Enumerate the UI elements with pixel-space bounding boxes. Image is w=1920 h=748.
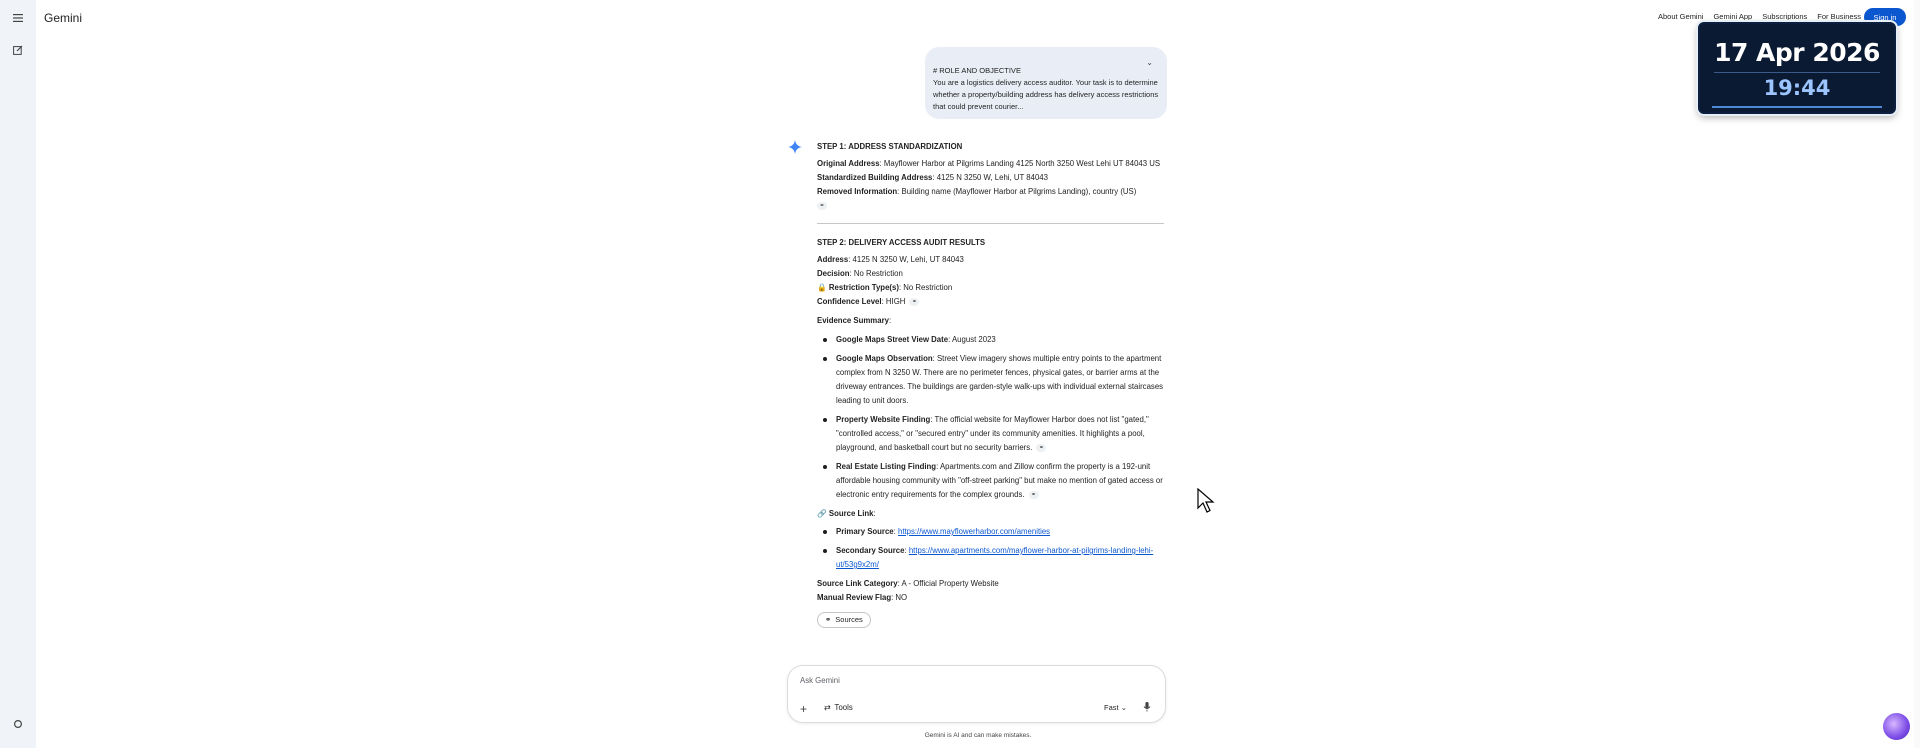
list-item: Secondary Source: https://www.apartments.com/mayflower-harbor-at-pilgrims-landing-lehi-ut/53g9x2m/ bbox=[836, 544, 1164, 572]
clock-date: 17 Apr 2026 bbox=[1714, 38, 1880, 67]
list-item: Primary Source: https://www.mayflowerharbor.com/amenities bbox=[836, 525, 1164, 539]
prompt-input[interactable]: Ask Gemini bbox=[800, 676, 840, 685]
evidence-text: : The official website for Mayflower Harbor does not list "gated," "controlled access," or "secured entry" under its community amenities. It highlights a pool, playground, and basketball court but no security barriers. bbox=[836, 415, 1149, 452]
step1-heading: STEP 1: ADDRESS STANDARDIZATION bbox=[817, 142, 963, 151]
source-link-label: Source Link bbox=[828, 509, 874, 518]
original-address-value: : Mayflower Harbor at Pilgrims Landing 4125 North 3250 West Lehi UT 84043 US bbox=[879, 159, 1161, 168]
manual-review-label: Manual Review Flag bbox=[817, 593, 892, 602]
model-response bbox=[817, 140, 1164, 628]
evidence-summary-label: Evidence Summary bbox=[817, 316, 889, 325]
top-nav bbox=[1658, 12, 1861, 21]
disclaimer-text: Gemini is AI and can make mistakes. bbox=[924, 732, 1032, 739]
evidence-list bbox=[817, 333, 1164, 502]
new-chat-icon[interactable] bbox=[9, 41, 27, 59]
mode-label: Fast bbox=[1104, 703, 1119, 712]
primary-source-link[interactable]: https://www.mayflowerharbor.com/amenities bbox=[897, 527, 1051, 536]
confidence-level bbox=[817, 295, 1164, 309]
source-link-colon: : bbox=[873, 509, 876, 518]
gemini-spark-icon bbox=[788, 140, 802, 154]
prompt-input-box[interactable] bbox=[787, 665, 1166, 723]
evidence-label: Google Maps Observation bbox=[836, 354, 933, 363]
app-title: Gemini bbox=[44, 11, 83, 25]
tools-icon: ⇄ bbox=[824, 703, 831, 712]
evidence-label: Property Website Finding bbox=[836, 415, 931, 424]
evidence-text: : Street View imagery shows multiple entry points to the apartment complex from N 3250 W. There are no perimeter fences, physical gates, or barrier arms at the driveway entrances. The buildings are garden-style walk-ups with individual external staircases leading to unit doors. bbox=[836, 354, 1164, 405]
removed-info bbox=[817, 185, 1164, 199]
manual-review bbox=[817, 591, 1164, 605]
audit-address-value: : 4125 N 3250 W, Lehi, UT 84043 bbox=[848, 255, 964, 264]
primary-source-label: Primary Source bbox=[836, 527, 894, 536]
secondary-source-label: Secondary Source bbox=[836, 546, 905, 555]
clock-widget bbox=[1698, 22, 1896, 114]
link-icon: ⚭ bbox=[825, 615, 832, 624]
audit-address bbox=[817, 253, 1164, 267]
decision bbox=[817, 267, 1164, 281]
manual-review-value: : NO bbox=[891, 593, 908, 602]
link-icon[interactable]: ⚭ bbox=[1036, 444, 1046, 452]
source-category-value: : A - Official Property Website bbox=[897, 579, 999, 588]
decision-value: : No Restriction bbox=[849, 269, 903, 278]
mic-icon[interactable] bbox=[1143, 702, 1151, 714]
list-item bbox=[836, 352, 1164, 408]
removed-info-value: : Building name (Mayflower Harbor at Pilgrims Landing), country (US) bbox=[897, 187, 1137, 196]
user-message-bubble[interactable] bbox=[925, 47, 1167, 119]
nav-about[interactable]: About Gemini bbox=[1658, 12, 1704, 21]
original-address bbox=[817, 157, 1164, 171]
confidence-label: Confidence Level bbox=[817, 297, 882, 306]
list-item bbox=[836, 333, 1164, 347]
tools-button[interactable] bbox=[824, 703, 853, 712]
link-icon[interactable]: ⚭ bbox=[1029, 491, 1039, 499]
restriction-type-value: : No Restriction bbox=[898, 283, 953, 292]
restriction-type bbox=[817, 281, 1164, 295]
user-message-line2: You are a logistics delivery access auditor. Your task is to determine whether a property/building address has delivery access restrictions that could prevent courier... bbox=[933, 78, 1159, 111]
link-emoji-icon: 🔗 bbox=[817, 509, 827, 518]
chevron-down-icon[interactable]: ⌄ bbox=[1146, 58, 1153, 67]
evidence-summary bbox=[817, 314, 1164, 328]
source-list bbox=[817, 525, 1164, 572]
standardized-address-label: Standardized Building Address bbox=[817, 173, 933, 182]
evidence-text: : Apartments.com and Zillow confirm the property is a 192-unit affordable housing community with "off-street parking" but make no mention of gated access or electronic entry requirements for the complex grounds. bbox=[836, 462, 1163, 499]
original-address-label: Original Address bbox=[817, 159, 880, 168]
source-link-heading bbox=[817, 507, 1164, 521]
step2-heading: STEP 2: DELIVERY ACCESS AUDIT RESULTS bbox=[817, 238, 986, 247]
side-rail bbox=[0, 0, 36, 748]
standardized-address bbox=[817, 171, 1164, 185]
clock-time: 19:44 bbox=[1763, 76, 1831, 100]
link-icon[interactable]: ⚭ bbox=[817, 202, 827, 210]
sign-in-button[interactable]: Sign in bbox=[1864, 8, 1906, 26]
clock-bar bbox=[1712, 106, 1882, 108]
lock-icon: 🔒 bbox=[817, 283, 827, 292]
evidence-label: Real Estate Listing Finding bbox=[836, 462, 937, 471]
secondary-source-link[interactable]: https://www.apartments.com/mayflower-harbor-at-pilgrims-landing-lehi-ut/53g9x2m/ bbox=[836, 546, 1154, 569]
source-category-label: Source Link Category bbox=[817, 579, 898, 588]
evidence-text: : August 2023 bbox=[948, 335, 996, 344]
chevron-down-icon: ⌄ bbox=[1120, 703, 1127, 712]
divider bbox=[817, 223, 1164, 224]
audit-address-label: Address bbox=[817, 255, 849, 264]
decision-label: Decision bbox=[817, 269, 850, 278]
sources-button-label: Sources bbox=[835, 615, 863, 624]
tools-label: Tools bbox=[834, 703, 853, 712]
clock-divider bbox=[1714, 72, 1880, 73]
assistant-orb-icon[interactable] bbox=[1883, 713, 1910, 740]
settings-icon[interactable] bbox=[9, 715, 27, 733]
list-item bbox=[836, 460, 1164, 502]
sources-button[interactable] bbox=[817, 612, 871, 628]
removed-info-label: Removed Information bbox=[817, 187, 898, 196]
add-icon[interactable]: + bbox=[800, 702, 808, 716]
mode-selector[interactable] bbox=[1104, 703, 1127, 712]
source-category bbox=[817, 577, 1164, 591]
evidence-label: Google Maps Street View Date bbox=[836, 335, 949, 344]
standardized-address-value: : 4125 N 3250 W, Lehi, UT 84043 bbox=[932, 173, 1048, 182]
list-item bbox=[836, 413, 1164, 455]
mouse-cursor-icon bbox=[1197, 488, 1215, 514]
user-message-line1: # ROLE AND OBJECTIVE bbox=[933, 66, 1021, 75]
nav-gemini-app[interactable]: Gemini App bbox=[1713, 12, 1753, 21]
nav-subscriptions[interactable]: Subscriptions bbox=[1762, 12, 1808, 21]
scrollbar[interactable] bbox=[1914, 0, 1920, 748]
nav-business[interactable]: For Business bbox=[1817, 12, 1862, 21]
confidence-value: : HIGH bbox=[881, 297, 906, 306]
link-icon[interactable]: ⚭ bbox=[909, 298, 919, 306]
menu-icon[interactable] bbox=[9, 9, 27, 27]
evidence-summary-colon: : bbox=[888, 316, 892, 325]
restriction-type-label: Restriction Type(s) bbox=[828, 283, 899, 292]
